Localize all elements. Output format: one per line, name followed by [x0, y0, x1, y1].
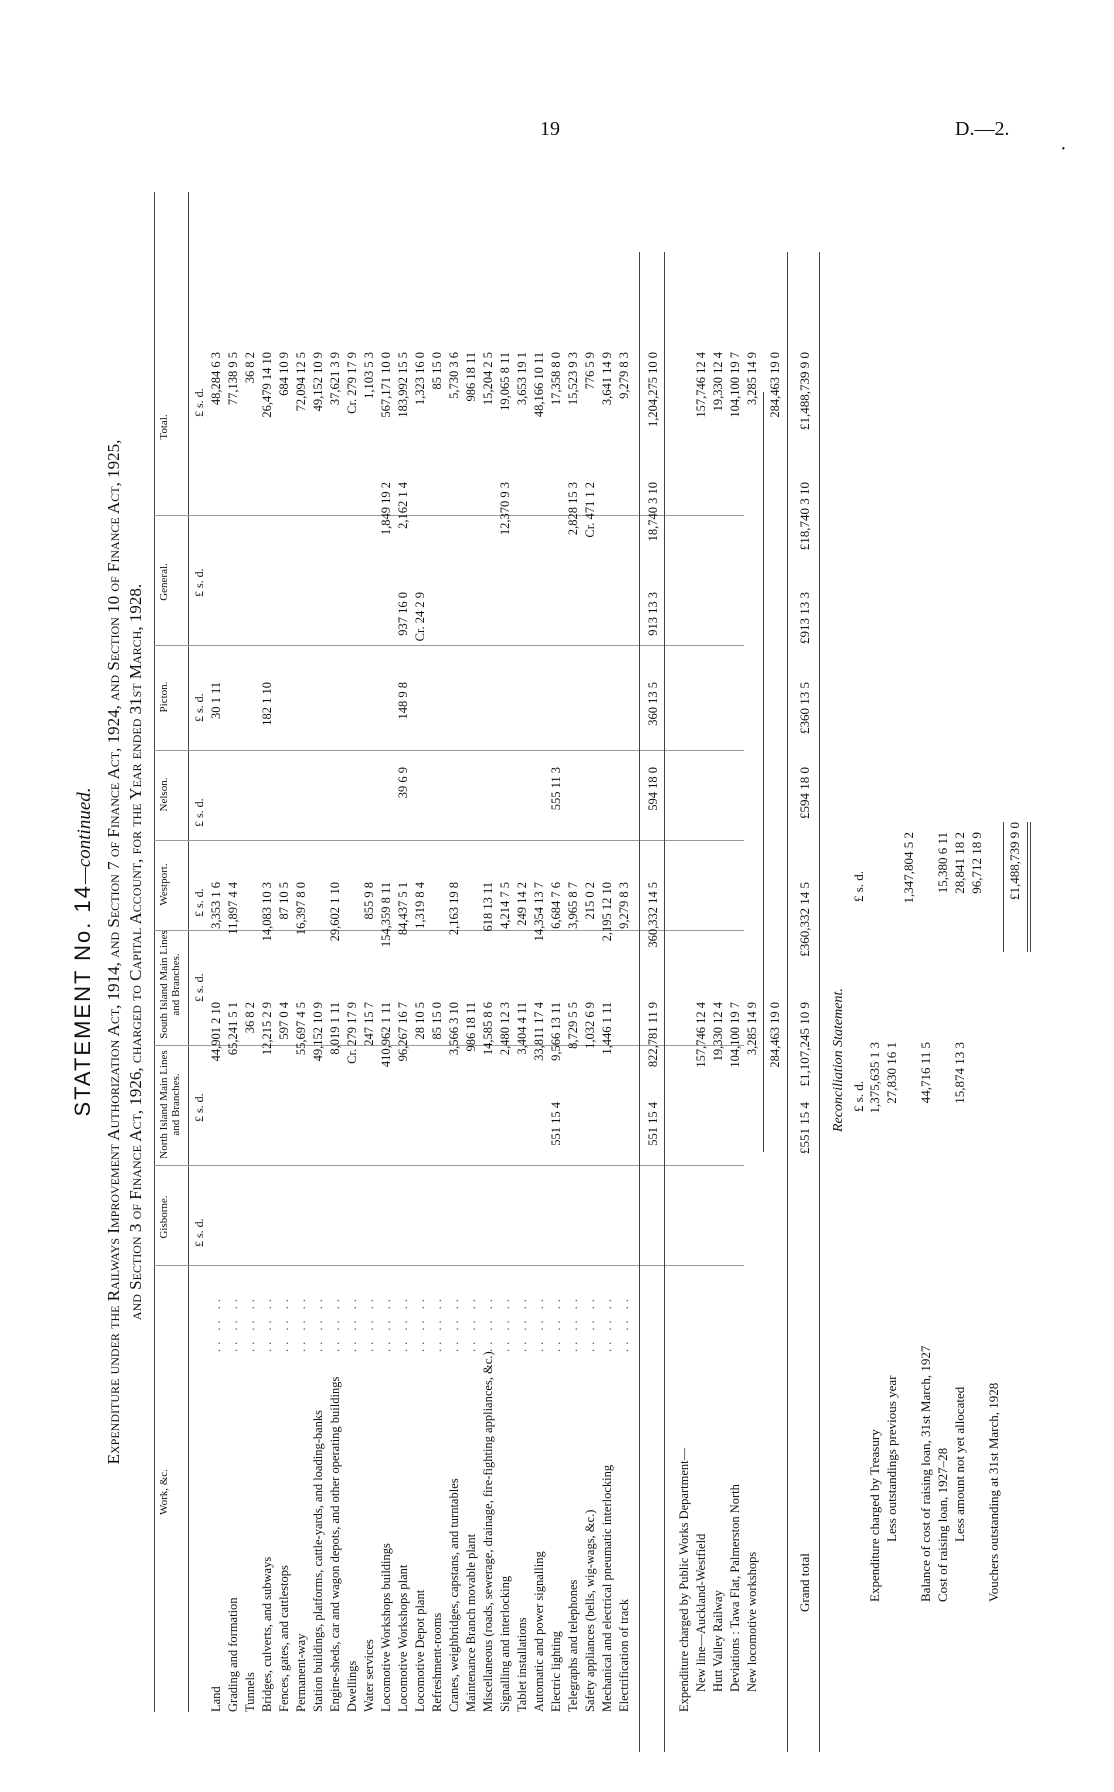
table-row	[310, 212, 326, 1712]
cell-si: 618 13 11	[481, 882, 495, 932]
cell-ge: 12,370 9 3	[498, 482, 512, 536]
cell-tot: 77,138 9 5	[226, 352, 240, 406]
cell-si: 3,965 8 7	[566, 882, 580, 929]
cell-pi: 937 16 0	[396, 592, 410, 636]
reconciliation-amount: 96,712 18 9	[969, 832, 984, 894]
reconciliation-rule	[1003, 822, 1004, 952]
cell-tot: 19,330 12 4	[711, 352, 725, 412]
reconciliation-amount: 15,874 13 3	[952, 1042, 967, 1104]
reconciliation-amount: 1,347,804 5 2	[901, 832, 916, 904]
cell-tot: £1,488,739 9 0	[797, 352, 812, 430]
cell-ni: 49,152 10 9	[311, 1002, 325, 1062]
cell-tot: 3,653 19 1	[515, 352, 529, 406]
leader-dots: .. .. ..	[379, 1295, 393, 1352]
cell-tot: 48,284 6 3	[209, 352, 223, 406]
cell-ni: 2,480 12 3	[498, 1002, 512, 1056]
unit-label: £ s. d.	[192, 798, 206, 827]
row-label: Fences, gates, and cattlestops	[277, 1565, 291, 1712]
leader-dots: .. .. ..	[549, 1295, 563, 1352]
row-label: Signalling and interlocking	[498, 1575, 512, 1712]
cell-gis: 551 15 4	[549, 1102, 563, 1146]
table-row	[276, 212, 292, 1712]
cell-ni: 44,901 2 10	[209, 1002, 223, 1062]
table-row	[727, 212, 743, 1712]
leader-dots: .. .. ..	[209, 1295, 223, 1352]
column-header: Nelson.	[158, 777, 170, 812]
cell-ni: 284,463 19 0	[768, 1002, 782, 1068]
row-label: Hutt Valley Railway	[711, 1590, 725, 1692]
rule-grand	[787, 252, 788, 1752]
leader-dots: .. .. ..	[226, 1295, 240, 1352]
cell-si: 14,354 13 7	[532, 882, 546, 942]
reconciliation-title: Reconciliation Statement.	[831, 988, 846, 1132]
row-label: Locomotive Workshops buildings	[379, 1543, 393, 1712]
unit-label: £ s. d.	[192, 568, 206, 597]
cell-tot: 284,463 19 0	[768, 352, 782, 418]
cell-ni: 36 8 2	[243, 1002, 257, 1034]
leader-dots: .. .. ..	[481, 1295, 495, 1352]
document-reference: D.—2.	[955, 118, 1010, 140]
page-number: 19	[540, 118, 560, 140]
table-row	[361, 212, 377, 1712]
cell-tot: 5,730 3 6	[447, 352, 461, 399]
heading-line-2: and Section 3 of Finance Act, 1926, charged to Capital Account, for the Year ended 31st March, 1928.	[126, 583, 145, 1321]
table-row	[565, 212, 581, 1712]
cell-tot: 72,094 12 5	[294, 352, 308, 412]
cell-ne: 360 13 5	[646, 682, 660, 726]
cell-ni: 3,404 4 11	[515, 1002, 529, 1055]
rule-subtotal	[639, 252, 640, 1752]
leader-dots: .. .. ..	[396, 1295, 410, 1352]
cell-ni: 986 18 11	[464, 1002, 478, 1052]
cell-ni: 55,697 4 5	[294, 1002, 308, 1056]
cell-ni: Cr. 279 17 9	[345, 1002, 359, 1064]
rule-pwd	[763, 392, 764, 1152]
cell-ni: 3,285 14 9	[745, 1002, 759, 1056]
heading-line-1: Expenditure under the Railways Improvement Authorization Act, 1914, and Section 7 of Finance Act, 1924, and Section 10 of Finance Act, 1925,	[104, 439, 123, 1465]
table-row	[616, 212, 632, 1712]
cell-tot: 36 8 2	[243, 352, 257, 384]
cell-tot: 1,204,275 10 0	[646, 352, 660, 427]
cell-si: 87 10 5	[277, 882, 291, 920]
column-header: South Island Main Lines and Branches.	[158, 930, 182, 1039]
row-label: Deviations : Tawa Flat, Palmerston North	[728, 1484, 742, 1692]
table-row	[463, 212, 479, 1712]
cell-si: 3,353 1 6	[209, 882, 223, 929]
cell-wp: £594 18 0	[797, 767, 812, 819]
table-row	[582, 212, 598, 1712]
table-row	[293, 212, 309, 1712]
cell-si: 249 14 2	[515, 882, 529, 926]
cell-wp: 39 6 9	[396, 767, 410, 799]
table-row	[548, 212, 564, 1712]
leader-dots: .. .. ..	[532, 1295, 546, 1352]
cell-ni: 157,746 12 4	[694, 1002, 708, 1068]
table-row	[446, 212, 462, 1712]
reconciliation-label: Less outstandings previous year	[884, 1375, 899, 1542]
cell-tot: 183,992 15 5	[396, 352, 410, 418]
reconciliation-amount: 1,375,635 1 3	[867, 1042, 882, 1114]
table-row	[225, 212, 241, 1712]
row-label: Locomotive Depot plant	[413, 1589, 427, 1712]
cell-tot: 48,166 10 11	[532, 352, 546, 418]
reconciliation-double-rule	[1027, 822, 1028, 952]
cell-tot: 49,152 10 9	[311, 352, 325, 412]
cell-tot: 684 10 9	[277, 352, 291, 396]
cell-pi: £913 13 3	[797, 592, 812, 644]
leader-dots: .. .. ..	[277, 1295, 291, 1352]
row-label: Tablet installations	[515, 1617, 529, 1712]
cell-ne: 30 1 11	[209, 682, 223, 720]
row-label: Water services	[362, 1639, 376, 1712]
leader-dots: .. .. ..	[260, 1295, 274, 1352]
table-row	[710, 212, 726, 1712]
cell-ge: 18,740 3 10	[646, 482, 660, 542]
row-label: Automatic and power signalling	[532, 1551, 546, 1712]
cell-si: 6,684 7 6	[549, 882, 563, 929]
row-label: Cranes, weighbridges, capstans, and turntables	[447, 1478, 461, 1712]
pwd-heading: Expenditure charged by Public Works Department—	[677, 1447, 691, 1712]
row-label: Mechanical and electrical pneumatic interlocking	[600, 1464, 614, 1712]
reconciliation-label: Vouchers outstanding at 31st March, 1928	[986, 1382, 1001, 1602]
cell-ni: 104,100 19 7	[728, 1002, 742, 1068]
cell-si: £360,332 14 5	[797, 882, 812, 957]
cell-tot: 567,171 10 0	[379, 352, 393, 418]
unit-label: £ s. d.	[192, 388, 206, 417]
subtotal-row	[645, 212, 661, 1712]
row-label: Telegraphs and telephones	[566, 1579, 580, 1712]
row-label: Grading and formation	[226, 1597, 240, 1712]
cell-si: 360,332 14 5	[646, 882, 660, 948]
cell-ni: 247 15 7	[362, 1002, 376, 1046]
row-label: Safety appliances (bells, wig-wags, &c.)	[583, 1509, 597, 1712]
cell-ni: 597 0 4	[277, 1002, 291, 1040]
reconciliation-label: Expenditure charged by Treasury	[867, 1429, 882, 1602]
reconciliation-label: Balance of cost of raising loan, 31st March, 1927	[918, 1345, 933, 1602]
pwd-subtotal-row	[767, 212, 783, 1712]
column-header: General.	[158, 563, 170, 601]
row-label: Tunnels	[243, 1672, 257, 1712]
table-row	[344, 212, 360, 1712]
table-row	[395, 212, 411, 1712]
leader-dots: .. .. ..	[328, 1295, 342, 1352]
table-row	[693, 212, 709, 1712]
cell-tot: 15,204 2 5	[481, 352, 495, 406]
table-row	[514, 212, 530, 1712]
leader-dots: .. .. ..	[447, 1295, 461, 1352]
table-row	[599, 212, 615, 1712]
cell-tot: 986 18 11	[464, 352, 478, 402]
cell-si: 29,602 1 10	[328, 882, 342, 942]
cell-wp: 555 11 3	[549, 767, 563, 811]
margin-dot: ·	[1060, 138, 1067, 160]
leader-dots: .. .. ..	[294, 1295, 308, 1352]
column-header: Total.	[158, 414, 170, 440]
unit-label: £ s. d.	[192, 1218, 206, 1247]
cell-pi: 913 13 3	[646, 592, 660, 636]
row-label: Dwellings	[345, 1660, 359, 1712]
cell-si: 1,319 8 4	[413, 882, 427, 929]
reconciliation-amount: 44,716 11 5	[918, 1042, 933, 1104]
table-row	[480, 212, 496, 1712]
leader-dots: .. .. ..	[600, 1295, 614, 1352]
cell-tot: Cr. 279 17 9	[345, 352, 359, 414]
table-row	[744, 212, 760, 1712]
cell-si: 9,279 8 3	[617, 882, 631, 929]
cell-si: 855 9 8	[362, 882, 376, 920]
row-label: Land	[209, 1686, 223, 1712]
cell-si: 11,897 4 4	[226, 882, 240, 935]
cell-wp: 594 18 0	[646, 767, 660, 811]
cell-ge: 2,162 1 4	[396, 482, 410, 529]
cell-si: 215 0 2	[583, 882, 597, 920]
table-row	[531, 212, 547, 1712]
leader-dots: .. .. ..	[617, 1295, 631, 1352]
cell-si: 14,083 10 3	[260, 882, 274, 942]
leader-dots: .. .. ..	[430, 1295, 444, 1352]
cell-tot: 1,323 16 0	[413, 352, 427, 406]
column-header: Work, &c.	[158, 1469, 170, 1515]
cell-gis: 551 15 4	[646, 1102, 660, 1146]
statement-continued: —continued.	[74, 787, 95, 885]
statement-title	[70, 152, 96, 1752]
cell-ni: 96,267 16 7	[396, 1002, 410, 1062]
cell-gis: £551 15 4	[797, 1102, 812, 1154]
cell-si: 84,437 5 1	[396, 882, 410, 936]
grand-total-row	[797, 212, 813, 1712]
cell-ni: 85 15 0	[430, 1002, 444, 1040]
unit-label: £ s. d.	[192, 973, 206, 1002]
cell-ni: 1,032 6 9	[583, 1002, 597, 1049]
table-row	[412, 212, 428, 1712]
unit-label: £ s. d.	[192, 693, 206, 722]
cell-ni: 33,811 17 4	[532, 1002, 546, 1061]
rotated-statement	[70, 152, 1070, 1752]
cell-si: 2,195 12 10	[600, 882, 614, 942]
row-label: Engine-sheds, car and wagon depots, and other operating buildings	[328, 1376, 342, 1712]
cell-tot: 26,479 14 10	[260, 352, 274, 418]
leader-dots: .. .. ..	[498, 1295, 512, 1352]
reconciliation-amount: 27,830 16 1	[884, 1042, 899, 1104]
reconciliation-unit-2: £ s. d.	[851, 870, 866, 902]
cell-tot: 19,065 8 11	[498, 352, 512, 411]
cell-tot: 776 5 9	[583, 352, 597, 390]
cell-tot: 37,621 3 9	[328, 352, 342, 406]
leader-dots: .. .. ..	[243, 1295, 257, 1352]
cell-tot: 85 15 0	[430, 352, 444, 390]
table-row	[327, 212, 343, 1712]
leader-dots: .. .. ..	[345, 1295, 359, 1352]
table-row	[242, 212, 258, 1712]
row-label: Maintenance Branch movable plant	[464, 1533, 478, 1712]
column-header: Gisborne.	[158, 1195, 170, 1239]
row-label: Refreshment-rooms	[430, 1612, 444, 1712]
column-header: Westport.	[158, 863, 170, 906]
leader-dots: .. .. ..	[566, 1295, 580, 1352]
grand-total-label: Grand total	[797, 1553, 812, 1612]
row-label: Locomotive Workshops plant	[396, 1564, 410, 1712]
reconciliation-total: £1,488,739 9 0	[1007, 822, 1022, 900]
row-label: New locomotive workshops	[745, 1551, 759, 1692]
cell-si: 4,214 7 5	[498, 882, 512, 929]
reconciliation-double-rule-2	[1030, 822, 1031, 952]
cell-si: 16,397 8 0	[294, 882, 308, 936]
rule-header	[188, 192, 189, 1712]
cell-tot: 15,523 9 3	[566, 352, 580, 406]
rule-subtotal-bottom	[664, 252, 665, 1752]
cell-ge: 2,828 15 3	[566, 482, 580, 536]
leader-dots: .. .. ..	[311, 1295, 325, 1352]
unit-label: £ s. d.	[192, 1093, 206, 1122]
table-row	[497, 212, 513, 1712]
reconciliation-unit: £ s. d.	[851, 1080, 866, 1112]
cell-si: 2,163 19 8	[447, 882, 461, 936]
rule-bottom	[819, 252, 820, 1752]
cell-tot: 3,641 14 9	[600, 352, 614, 406]
cell-ge: £18,740 3 10	[797, 482, 812, 551]
table-row	[378, 212, 394, 1712]
statement-number: STATEMENT No. 14	[70, 884, 95, 1117]
row-label: Electrification of track	[617, 1598, 631, 1712]
cell-tot: 9,279 8 3	[617, 352, 631, 399]
cell-ni: 12,215 2 9	[260, 1002, 274, 1056]
cell-ne: £360 13 5	[797, 682, 812, 734]
rule-top	[154, 192, 155, 1712]
cell-ni: 28 10 5	[413, 1002, 427, 1040]
row-label: New line—Auckland-Westfield	[694, 1533, 708, 1692]
reconciliation-label: Cost of raising loan, 1927–28	[935, 1447, 950, 1602]
row-label: Electric lighting	[549, 1631, 563, 1712]
row-label: Bridges, culverts, and subways	[260, 1556, 274, 1712]
cell-ge: Cr. 471 1 2	[583, 482, 597, 538]
cell-ni: 3,566 3 10	[447, 1002, 461, 1056]
cell-ni: 410,962 1 11	[379, 1002, 393, 1068]
cell-ni: 822,781 11 9	[646, 1002, 660, 1068]
column-header: Picton.	[158, 681, 170, 713]
row-label: Miscellaneous (roads, sewerage, drainage, fire-fighting appliances, &c.)	[481, 1351, 495, 1712]
column-header: North Island Main Lines and Branches.	[158, 1050, 182, 1159]
table-row	[429, 212, 445, 1712]
cell-tot: 3,285 14 9	[745, 352, 759, 406]
reconciliation-label: Less amount not yet allocated	[952, 1386, 967, 1542]
leader-dots: .. .. ..	[515, 1295, 529, 1352]
cell-tot: 1,103 5 3	[362, 352, 376, 399]
cell-tot: 104,100 19 7	[728, 352, 742, 418]
cell-ne: 148 9 8	[396, 682, 410, 720]
cell-ni: 19,330 12 4	[711, 1002, 725, 1062]
table-row	[208, 212, 224, 1712]
reconciliation-amount: 28,841 18 2	[952, 832, 967, 894]
cell-tot: 157,746 12 4	[694, 352, 708, 418]
cell-ni: 65,241 5 1	[226, 1002, 240, 1056]
cell-ni: 8,019 1 11	[328, 1002, 342, 1055]
cell-si: 154,359 8 11	[379, 882, 393, 948]
cell-ne: 182 1 10	[260, 682, 274, 726]
cell-ni: 1,446 1 11	[600, 1002, 614, 1055]
reconciliation-amount: 15,380 6 11	[935, 832, 950, 894]
leader-dots: .. .. ..	[464, 1295, 478, 1352]
table-row	[259, 212, 275, 1712]
leader-dots: .. .. ..	[583, 1295, 597, 1352]
cell-ge: 1,849 19 2	[379, 482, 393, 536]
cell-pi: Cr. 24 2 9	[413, 592, 427, 642]
row-label: Permanent-way	[294, 1633, 308, 1712]
cell-ni: 14,585 8 6	[481, 1002, 495, 1056]
cell-tot: 17,358 8 0	[549, 352, 563, 406]
unit-label: £ s. d.	[192, 888, 206, 917]
leader-dots: .. .. ..	[413, 1295, 427, 1352]
row-label: Station buildings, platforms, cattle-yards, and loading-banks	[311, 1409, 325, 1712]
cell-ni: £1,107,245 10 9	[797, 1002, 812, 1087]
cell-ni: 8,729 5 5	[566, 1002, 580, 1049]
leader-dots: .. .. ..	[362, 1295, 376, 1352]
cell-ni: 9,566 13 11	[549, 1002, 563, 1061]
